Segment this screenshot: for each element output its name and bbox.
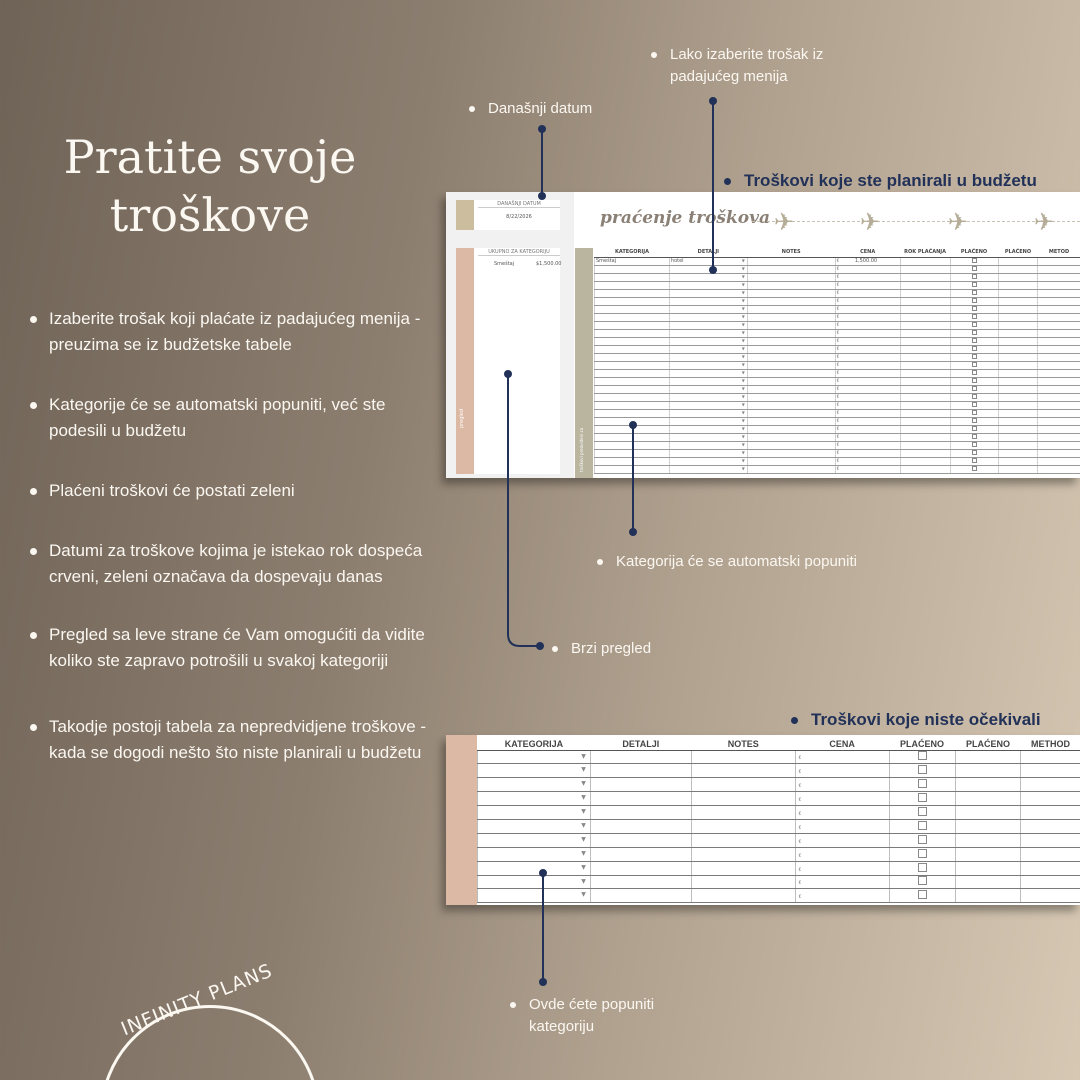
currency-symbol: € (836, 426, 840, 431)
sheet-title: praćenje troškova (600, 208, 770, 228)
dropdown-arrow-icon[interactable]: ▼ (741, 305, 745, 311)
category-totals-label: UKUPNO ZA KATEGORIJU (478, 249, 560, 256)
dropdown-arrow-icon[interactable]: ▼ (581, 766, 586, 774)
currency-symbol: € (798, 852, 802, 858)
dropdown-arrow-icon[interactable]: ▼ (741, 337, 745, 343)
dropdown-arrow-icon[interactable]: ▼ (581, 808, 586, 816)
column-header: NOTES (747, 248, 835, 257)
category-cell[interactable]: Smeštaj (595, 257, 670, 265)
airplane-icon: ✈ (948, 208, 969, 236)
annotation-planned: Troškovi koje ste planirali u budžetu (724, 171, 1037, 191)
category-total: $1,500.00 (536, 261, 562, 267)
currency-symbol: € (798, 769, 802, 775)
dropdown-arrow-icon[interactable]: ▼ (741, 385, 745, 391)
connector-dot (629, 421, 637, 429)
dropdown-arrow-icon[interactable]: ▼ (741, 441, 745, 447)
feature-item: Takodje postoji tabela za nepredvidjene troškove - kada se dogodi nešto što niste planirali u budžetu (28, 714, 428, 766)
currency-symbol: € (836, 298, 840, 303)
column-header: NOTES (691, 738, 795, 750)
feature-item: Datumi za troškove kojima je istekao rok dospeća crveni, zeleni označava da dospevaju danas (28, 538, 428, 590)
dropdown-arrow-icon[interactable]: ▼ (581, 780, 586, 788)
currency-symbol: € (836, 306, 840, 311)
dropdown-arrow-icon[interactable]: ▼ (741, 393, 745, 399)
connector-dot (538, 192, 546, 200)
feature-item: Pregled sa leve strane će Vam omogućiti da vidite koliko ste zapravo potrošili u svakoj kategoriji (28, 622, 428, 674)
currency-symbol: € (836, 378, 840, 383)
currency-symbol: € (836, 434, 840, 439)
column-header: DETALJI (669, 248, 747, 257)
dropdown-arrow-icon[interactable]: ▼ (581, 821, 586, 829)
category-name: Smeštaj (494, 261, 515, 267)
currency-symbol: € (836, 354, 840, 359)
annotation-unexpected: Troškovi koje niste očekivali (791, 710, 1041, 730)
annotation-quick-view: Brzi pregled (552, 638, 712, 660)
currency-symbol: € (836, 266, 840, 271)
currency-symbol: € (798, 783, 802, 789)
dropdown-arrow-icon[interactable]: ▼ (741, 361, 745, 367)
dropdown-arrow-icon[interactable]: ▼ (741, 425, 745, 431)
column-header: CENA (795, 738, 889, 750)
connector-dot (629, 528, 637, 536)
dropdown-arrow-icon[interactable]: ▼ (741, 329, 745, 335)
annotation-dropdown: Lako izaberite trošak iz padajućeg menija (651, 44, 881, 88)
column-header: PLAĆENO (950, 248, 998, 257)
currency-symbol: € (836, 314, 840, 319)
dropdown-arrow-icon[interactable]: ▼ (741, 313, 745, 319)
connector-dot (536, 642, 544, 650)
dropdown-arrow-icon[interactable]: ▼ (581, 891, 586, 899)
currency-symbol: € (836, 418, 840, 423)
airplane-icon: ✈ (774, 208, 795, 236)
currency-symbol: € (836, 466, 840, 471)
currency-symbol: € (836, 450, 840, 455)
connector-dot (709, 97, 717, 105)
currency-symbol: € (798, 880, 802, 886)
currency-symbol: € (836, 362, 840, 367)
dropdown-arrow-icon[interactable]: ▼ (581, 863, 586, 871)
annotation-today: Današnji datum (469, 98, 669, 120)
column-header: KATEGORIJA (478, 738, 591, 750)
connector-dot (504, 370, 512, 378)
currency-symbol: € (798, 755, 802, 761)
feature-item: Izaberite trošak koji plaćate iz padajućeg menija - preuzima se iz budžetske tabele (28, 306, 428, 358)
column-header: DETALJI (590, 738, 691, 750)
currency-symbol: € (836, 258, 840, 263)
planned-sidebar-label: troškovi predviđeni za (579, 427, 584, 472)
currency-symbol: € (836, 346, 840, 351)
currency-symbol: € (798, 797, 802, 803)
currency-symbol: € (836, 322, 840, 327)
dropdown-arrow-icon[interactable]: ▼ (741, 377, 745, 383)
connector-line (508, 374, 540, 646)
currency-symbol: € (798, 824, 802, 830)
currency-symbol: € (836, 442, 840, 447)
airplane-icon: ✈ (860, 208, 881, 236)
currency-symbol: € (836, 402, 840, 407)
dropdown-arrow-icon[interactable]: ▼ (581, 877, 586, 885)
column-header: PLAĆENO (889, 738, 955, 750)
column-header: ROK PLAĆANJA (900, 248, 950, 257)
annotation-fill-category: Ovde ćete popuniti kategoriju (510, 994, 710, 1038)
currency-symbol: € (798, 811, 802, 816)
dropdown-arrow-icon[interactable]: ▼ (741, 289, 745, 295)
column-header: PLAĆENO (955, 738, 1021, 750)
column-header: KATEGORIJA (595, 248, 670, 257)
pregled-label: pregled (459, 408, 465, 428)
currency-symbol: € (798, 838, 802, 844)
details-value: hotel (670, 258, 684, 264)
connector-dot (538, 125, 546, 133)
dropdown-arrow-icon[interactable]: ▼ (741, 401, 745, 407)
dropdown-arrow-icon[interactable]: ▼ (741, 297, 745, 303)
currency-symbol: € (836, 458, 840, 463)
today-date-value: 8/22/2026 (506, 214, 532, 220)
column-header: PLAĆENO (998, 248, 1038, 257)
today-date-label: DANAŠNJI DATUM (478, 201, 560, 208)
dropdown-arrow-icon[interactable]: ▼ (741, 457, 745, 463)
dropdown-arrow-icon[interactable]: ▼ (741, 449, 745, 455)
dropdown-arrow-icon[interactable]: ▼ (741, 369, 745, 375)
currency-symbol: € (836, 410, 840, 415)
page-title: Pratite svoje troškove (63, 130, 357, 242)
connector-dot (709, 266, 717, 274)
dropdown-arrow-icon[interactable]: ▼ (581, 794, 586, 802)
currency-symbol: € (836, 274, 840, 279)
currency-symbol: € (836, 282, 840, 287)
currency-symbol: € (836, 394, 840, 399)
price-value: 1,500.00 (854, 258, 878, 264)
airplane-icon: ✈ (1034, 208, 1055, 236)
feature-item: Kategorije će se automatski popuniti, već ste podesili u budžetu (28, 392, 428, 444)
brand-logo-text: INFINITY PLANS (118, 959, 276, 1041)
currency-symbol: € (798, 894, 802, 900)
feature-item: Plaćeni troškovi će postati zeleni (28, 478, 428, 504)
dropdown-arrow-icon[interactable]: ▼ (581, 835, 586, 843)
dropdown-arrow-icon[interactable]: ▼ (741, 409, 745, 415)
dropdown-arrow-icon[interactable]: ▼ (741, 465, 745, 471)
dropdown-arrow-icon[interactable]: ▼ (581, 752, 586, 760)
connector-dot (539, 978, 547, 986)
dropdown-arrow-icon[interactable]: ▼ (741, 433, 745, 439)
currency-symbol: € (836, 370, 840, 375)
dropdown-arrow-icon[interactable]: ▼ (741, 345, 745, 351)
connector-dot (539, 869, 547, 877)
annotation-auto-category: Kategorija će se automatski popuniti (597, 551, 857, 573)
column-header: CENA (835, 248, 900, 257)
currency-symbol: € (836, 330, 840, 335)
dropdown-arrow-icon[interactable]: ▼ (741, 353, 745, 359)
column-header: METOD (1038, 248, 1080, 257)
currency-symbol: € (836, 386, 840, 391)
dropdown-arrow-icon[interactable]: ▼ (741, 265, 745, 271)
dropdown-arrow-icon[interactable]: ▼ (741, 257, 745, 263)
currency-symbol: € (798, 866, 802, 872)
dropdown-arrow-icon[interactable]: ▼ (741, 273, 745, 279)
dropdown-arrow-icon[interactable]: ▼ (741, 321, 745, 327)
currency-symbol: € (836, 290, 840, 295)
dropdown-arrow-icon[interactable]: ▼ (741, 417, 745, 423)
currency-symbol: € (836, 338, 840, 343)
dropdown-arrow-icon[interactable]: ▼ (581, 849, 586, 857)
dropdown-arrow-icon[interactable]: ▼ (741, 281, 745, 287)
column-header: METHOD (1021, 738, 1080, 750)
